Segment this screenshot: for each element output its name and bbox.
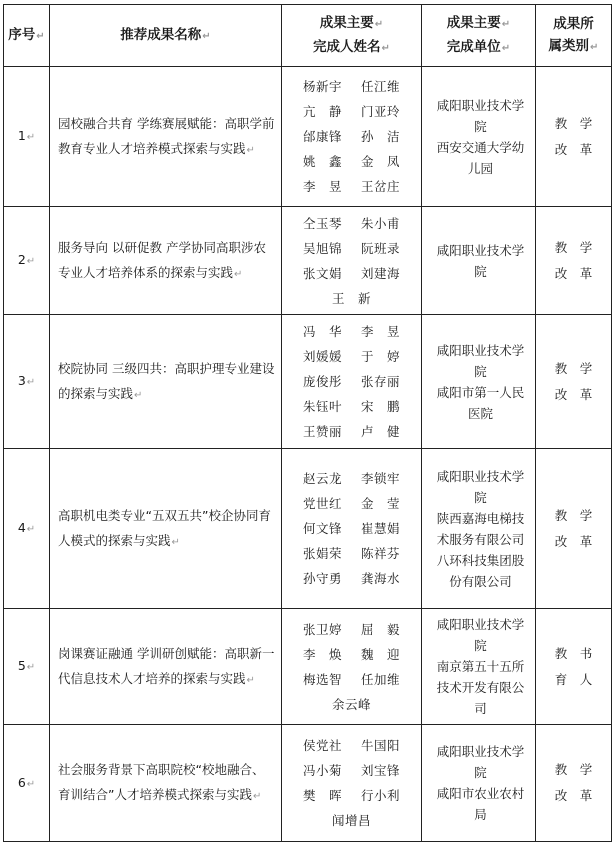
person-name: 吴旭锦 (302, 240, 342, 256)
achievement-name: 园校融合共育 学练赛展赋能：高职学前教育专业人才培养模式探索与实践↵ (50, 67, 282, 207)
row-number: 3↵ (4, 315, 50, 449)
table-row (4, 725, 612, 842)
person-name: 王岔庄 (360, 179, 400, 194)
category-line: 教 学 (554, 507, 593, 523)
person-name: 亢 静 (302, 104, 342, 119)
header-people: 成果主要↵ 完成人姓名↵ (282, 5, 422, 67)
category-line: 教 学 (554, 115, 593, 131)
unit-name: 咸阳职业技术学院 (436, 342, 525, 379)
person-name: 赵云龙 (302, 471, 342, 486)
header-row (4, 5, 612, 67)
table-row (4, 609, 612, 725)
unit-name: 咸阳职业技术学院 (436, 617, 525, 653)
person-name: 金 凤 (360, 154, 400, 169)
table-row (4, 67, 612, 207)
table-row (4, 315, 612, 449)
person-name: 余云峰 (331, 696, 371, 712)
category-cell (536, 725, 612, 842)
people-cell (282, 449, 422, 609)
person-name: 孙 洁 (360, 129, 400, 144)
person-name: 侯党社 (302, 738, 342, 753)
unit-name: 西安交通大学幼儿园 (436, 139, 525, 176)
people-cell (282, 67, 422, 207)
person-name: 王 新 (331, 290, 371, 306)
person-name: 李锁牢 (360, 471, 400, 486)
person-name: 金 莹 (360, 496, 400, 511)
person-name: 魏 迎 (360, 646, 400, 662)
category-line: 教 学 (554, 239, 593, 255)
unit-name: 八环科技集团股份有限公司 (436, 552, 525, 589)
header-category: 成果所 属类别↵ (536, 5, 612, 67)
person-name: 门亚玲 (360, 104, 400, 119)
person-name: 李 昱 (302, 179, 342, 194)
category-line: 教 学 (554, 762, 593, 777)
person-name: 屈 毅 (360, 621, 400, 637)
achievement-name: 高职机电类专业“五双五共”校企协同育人模式的探索与实践↵ (50, 449, 282, 609)
row-number: 4↵ (4, 449, 50, 609)
category-cell (536, 67, 612, 207)
person-name: 阮班录 (360, 240, 400, 256)
person-name: 朱钰叶 (302, 399, 342, 414)
category-line: 改 革 (554, 141, 593, 157)
unit-name: 陕西嘉海电梯技术服务有限公司 (436, 510, 525, 547)
achievement-name: 社会服务背景下高职院校“校地融合、育训结合”人才培养模式探索与实践↵ (50, 725, 282, 842)
row-number: 1↵ (4, 67, 50, 207)
person-name: 庞俊彤 (302, 374, 342, 389)
achievements-table (3, 4, 612, 842)
row-number: 2↵ (4, 207, 50, 315)
unit-cell (422, 315, 536, 449)
person-name: 樊 晖 (302, 788, 342, 803)
achievement-name: 服务导向 以研促教 产学协同高职涉农专业人才培养体系的探索与实践↵ (50, 207, 282, 315)
person-name: 李 昱 (360, 324, 400, 339)
unit-name: 咸阳职业技术学院 (436, 468, 525, 505)
person-name: 张卫婷 (302, 621, 342, 637)
people-cell (282, 725, 422, 842)
person-name: 党世红 (302, 496, 342, 511)
unit-cell (422, 725, 536, 842)
table-row (4, 207, 612, 315)
category-line: 教 学 (554, 360, 593, 376)
achievement-name: 岗课赛证融通 学训研创赋能：高职新一代信息技术人才培养的探索与实践↵ (50, 609, 282, 725)
achievement-name: 校院协同 三级四共：高职护理专业建设的探索与实践↵ (50, 315, 282, 449)
unit-name: 南京第五十五所技术开发有限公司 (436, 659, 525, 716)
person-name: 闻增昌 (331, 813, 371, 828)
header-name: 推荐成果名称↵ (50, 5, 282, 67)
person-name: 仝玉琴 (302, 215, 342, 231)
unit-cell (422, 449, 536, 609)
person-name: 李 焕 (302, 646, 342, 662)
category-line: 育 人 (554, 671, 593, 687)
category-cell (536, 207, 612, 315)
unit-name: 咸阳市第一人民医院 (436, 384, 525, 421)
person-name: 邰康锋 (302, 129, 342, 144)
unit-cell (422, 207, 536, 315)
category-line: 改 革 (554, 788, 593, 803)
unit-name: 咸阳市农业农村局 (436, 786, 525, 822)
row-number: 6↵ (4, 725, 50, 842)
category-cell (536, 609, 612, 725)
category-line: 改 革 (554, 265, 593, 281)
person-name: 牛国阳 (360, 738, 400, 753)
person-name: 王赞丽 (302, 424, 342, 439)
category-line: 改 革 (554, 386, 593, 402)
category-cell (536, 449, 612, 609)
table-row (4, 449, 612, 609)
person-name: 张存丽 (360, 374, 400, 389)
person-name: 刘媛媛 (302, 349, 342, 364)
person-name: 姚 鑫 (302, 154, 342, 169)
category-cell (536, 315, 612, 449)
person-name: 龚海水 (360, 571, 400, 586)
person-name: 何文锋 (302, 521, 342, 536)
category-line: 教 书 (554, 645, 593, 661)
people-cell (282, 315, 422, 449)
person-name: 宋 鹏 (360, 399, 400, 414)
person-name: 陈祥芬 (360, 546, 400, 561)
person-name: 卢 健 (360, 424, 400, 439)
person-name: 孙守勇 (302, 571, 342, 586)
person-name: 冯 华 (302, 324, 342, 339)
person-name: 梅选智 (302, 671, 342, 687)
unit-cell (422, 609, 536, 725)
unit-name: 咸阳职业技术学院 (436, 744, 525, 780)
person-name: 杨新宇 (302, 79, 342, 94)
unit-name: 咸阳职业技术学院 (436, 97, 525, 134)
people-cell (282, 609, 422, 725)
person-name: 朱小甫 (360, 215, 400, 231)
unit-name: 咸阳职业技术学院 (436, 242, 525, 279)
person-name: 张娟荣 (302, 546, 342, 561)
person-name: 张文娟 (302, 265, 342, 281)
person-name: 刘建海 (360, 265, 400, 281)
row-number: 5↵ (4, 609, 50, 725)
people-cell (282, 207, 422, 315)
person-name: 刘宝锋 (360, 763, 400, 778)
person-name: 任江维 (360, 79, 400, 94)
person-name: 崔慧娟 (360, 521, 400, 536)
person-name: 于 婷 (360, 349, 400, 364)
unit-cell (422, 67, 536, 207)
header-no: 序号↵ (4, 5, 50, 67)
person-name: 冯小菊 (302, 763, 342, 778)
person-name: 任加维 (360, 671, 400, 687)
person-name: 行小利 (360, 788, 400, 803)
header-unit: 成果主要↵ 完成单位↵ (422, 5, 536, 67)
category-line: 改 革 (554, 533, 593, 549)
table-body (4, 67, 612, 842)
